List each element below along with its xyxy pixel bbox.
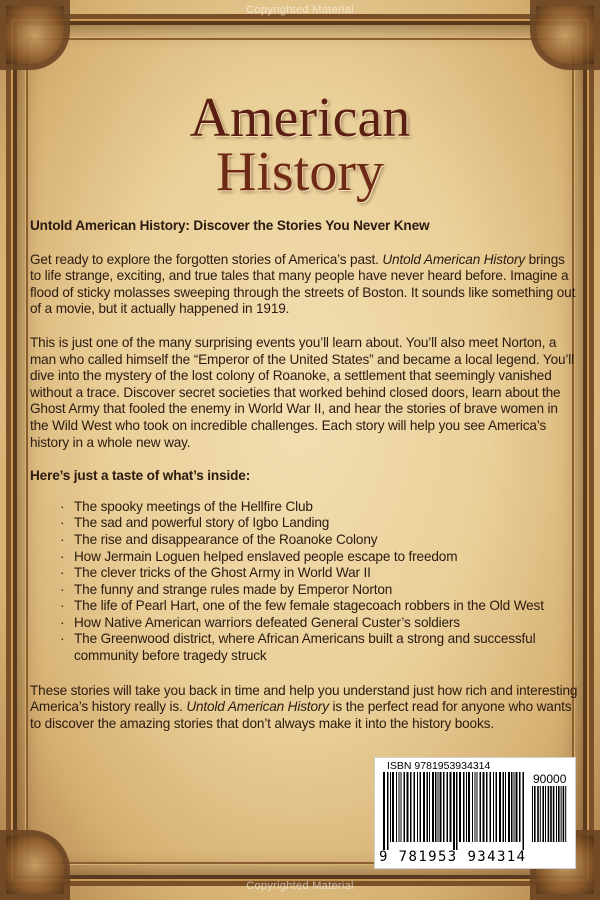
bullet-mark: · xyxy=(60,565,65,581)
list-item-text: The spooky meetings of the Hellfire Club xyxy=(74,498,313,514)
addon-barcode-bars xyxy=(530,786,570,850)
bullet-mark: · xyxy=(60,614,65,630)
copyright-watermark-bottom: Copyrighted Material xyxy=(246,880,354,892)
list-item xyxy=(60,549,578,566)
title-line-2: History xyxy=(216,141,384,203)
bullet-mark: · xyxy=(60,548,65,564)
list-item-text: The clever tricks of the Ghost Army in World War II xyxy=(74,565,371,581)
copyright-watermark-top: Copyrighted Material xyxy=(246,4,354,16)
list-item-text: How Jermain Loguen helped enslaved people escape to freedom xyxy=(74,548,458,564)
bullet-mark: · xyxy=(60,631,65,647)
paragraph-text: brings to life strange, exciting, and true tales that many people have never heard before. Imagine a flood of sticky molasses sweeping through the streets of Boston. It sounds like something out of a movie, but it actually happened in 1919. xyxy=(30,251,576,317)
blurb-paragraph-3 xyxy=(30,683,578,733)
price-code: 90000 xyxy=(533,772,567,786)
list-item-text: The Greenwood district, where African Americans built a strong and successful community before tragedy struck xyxy=(74,631,536,664)
list-item-text: The funny and strange rules made by Emperor Norton xyxy=(74,581,393,597)
blurb-paragraph-2: This is just one of the many surprising events you’ll learn about. You’ll also meet Norton, a man who called himself the “Emperor of the United States” and became a local legend. You’ll dive into the mystery of the lost colony of Roanoke, a settlement that seemingly vanished without a trace. Discover secret societies that worked behind closed doors, learn about the Ghost Army that fooled the enemy in World War II, and hear the stories of brave women in the Wild West who took on incredible challenges. Each story will help you see America’s history in a whole new way. xyxy=(30,334,575,450)
isbn-label: ISBN 9781953934314 xyxy=(387,760,491,772)
bullet-mark: · xyxy=(60,531,65,547)
isbn-barcode xyxy=(374,757,576,869)
bullet-mark: · xyxy=(60,498,65,514)
list-item xyxy=(60,532,578,549)
bullet-mark: · xyxy=(60,581,65,597)
list-item-text: The rise and disappearance of the Roanoke Colony xyxy=(74,531,378,547)
list-item xyxy=(60,565,578,582)
blurb-content xyxy=(30,218,578,749)
list-item xyxy=(60,499,578,516)
blurb-paragraph-1 xyxy=(30,252,578,318)
barcode-digits: 9 781953 934314 xyxy=(379,849,527,865)
paragraph-text: Get ready to explore the forgotten stories of America’s past. xyxy=(30,251,383,267)
list-item-text: The sad and powerful story of Igbo Landing xyxy=(74,515,330,531)
list-item xyxy=(60,615,578,632)
paragraph-text: is the perfect read for anyone who wants to discover the amazing stories that don’t always make it into the history books. xyxy=(30,699,572,731)
title-line-1: American xyxy=(189,87,411,149)
list-item xyxy=(60,598,578,615)
list-item-text: The life of Pearl Hart, one of the few female stagecoach robbers in the Old West xyxy=(74,598,544,614)
book-title-italic: Untold American History xyxy=(186,699,329,715)
blurb-subtitle: Untold American History: Discover the Stories You Never Knew xyxy=(30,218,430,233)
paragraph-text: These stories will take you back in time and help you understand just how rich and interesting America’s history really is. xyxy=(30,682,578,715)
list-item-text: How Native American warriors defeated General Custer’s soldiers xyxy=(74,614,460,630)
list-heading: Here’s just a taste of what’s inside: xyxy=(30,468,251,484)
list-item xyxy=(60,515,578,532)
list-item xyxy=(60,631,578,664)
contents-list xyxy=(60,499,578,665)
book-title-italic: Untold American History xyxy=(382,251,525,267)
list-item xyxy=(60,582,578,599)
barcode-bars xyxy=(381,772,525,850)
bullet-mark: · xyxy=(60,515,65,531)
bullet-mark: · xyxy=(60,598,65,614)
